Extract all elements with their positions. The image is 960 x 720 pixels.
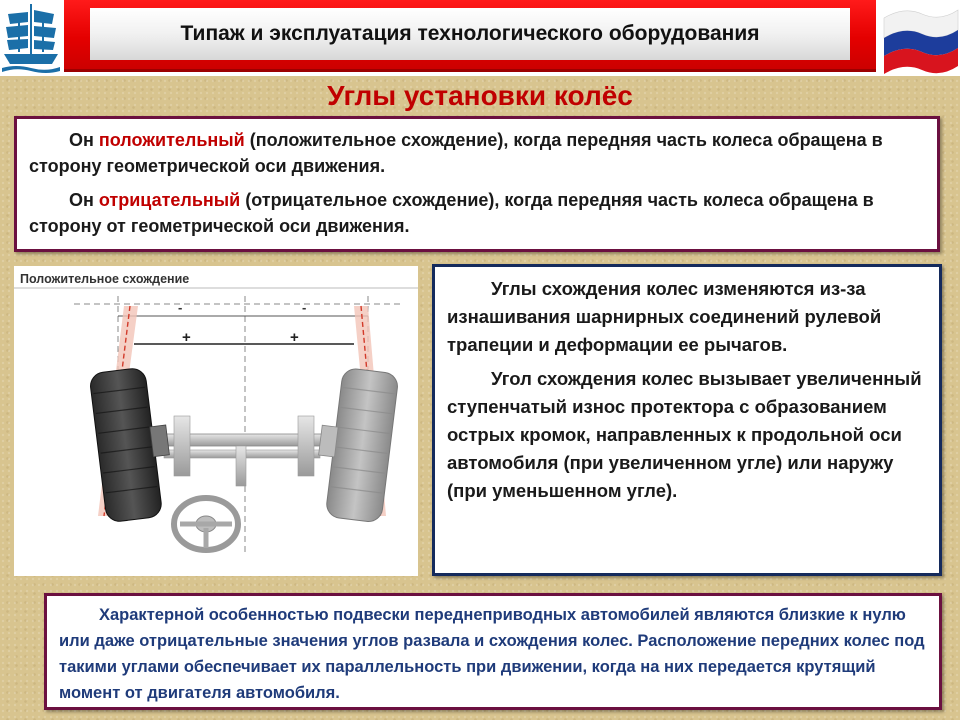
header-bar bbox=[0, 0, 960, 76]
positive-term: положительный bbox=[98, 130, 245, 150]
negative-prefix: Он bbox=[69, 190, 99, 210]
header-title: Типаж и эксплуатация технологического оборудования bbox=[180, 22, 760, 45]
title-plate bbox=[90, 8, 850, 60]
russian-flag-icon bbox=[878, 0, 960, 76]
wear-paragraph-2: Угол схождения колес вызывает увеличенный ступенчатый износ протектора с образованием острых кромок, направленных к продольной оси автомобиля (при увеличенном угле) или наружу (при уменьшенном угле). bbox=[447, 368, 922, 501]
positive-rest: (положительное схождение), когда передняя часть колеса обращена в сторону геометрической оси движения. bbox=[29, 130, 883, 176]
sign-plus-left: + bbox=[182, 329, 191, 346]
negative-term: отрицательный bbox=[98, 190, 241, 210]
sign-plus-right: + bbox=[290, 329, 299, 346]
title-band bbox=[64, 0, 876, 72]
sailing-ship-icon bbox=[0, 0, 62, 76]
diagram-label: Положительное схождение bbox=[20, 272, 190, 286]
slide-title: Углы установки колёс bbox=[327, 80, 633, 111]
negative-definition bbox=[29, 187, 927, 239]
negative-rest: (отрицательное схождение), когда передняя часть колеса обращена в сторону от геометрической оси движения. bbox=[29, 190, 874, 236]
sign-minus-left: - bbox=[178, 300, 183, 315]
wear-paragraph-1: Углы схождения колес изменяются из-за изнашивания шарнирных соединений рулевой трапеции и деформации ее рычагов. bbox=[447, 278, 882, 355]
positive-prefix: Он bbox=[69, 130, 99, 150]
fwd-suspension-text: Характерной особенностью подвески переднеприводных автомобилей являются близкие к нулю или даже отрицательные значения углов развала и схождения колес. Расположение передних колес под такими углами обеспечивает их параллельность при движении, когда на них передается крутящий момент от двигателя автомобиля. bbox=[59, 606, 925, 702]
positive-definition bbox=[29, 127, 927, 179]
fwd-suspension-box bbox=[44, 593, 942, 710]
toe-in-illustration bbox=[14, 266, 418, 576]
definitions-box bbox=[14, 116, 940, 252]
wear-info-box bbox=[432, 264, 942, 576]
sign-minus-right: - bbox=[302, 300, 307, 315]
toe-in-diagram bbox=[14, 266, 418, 576]
